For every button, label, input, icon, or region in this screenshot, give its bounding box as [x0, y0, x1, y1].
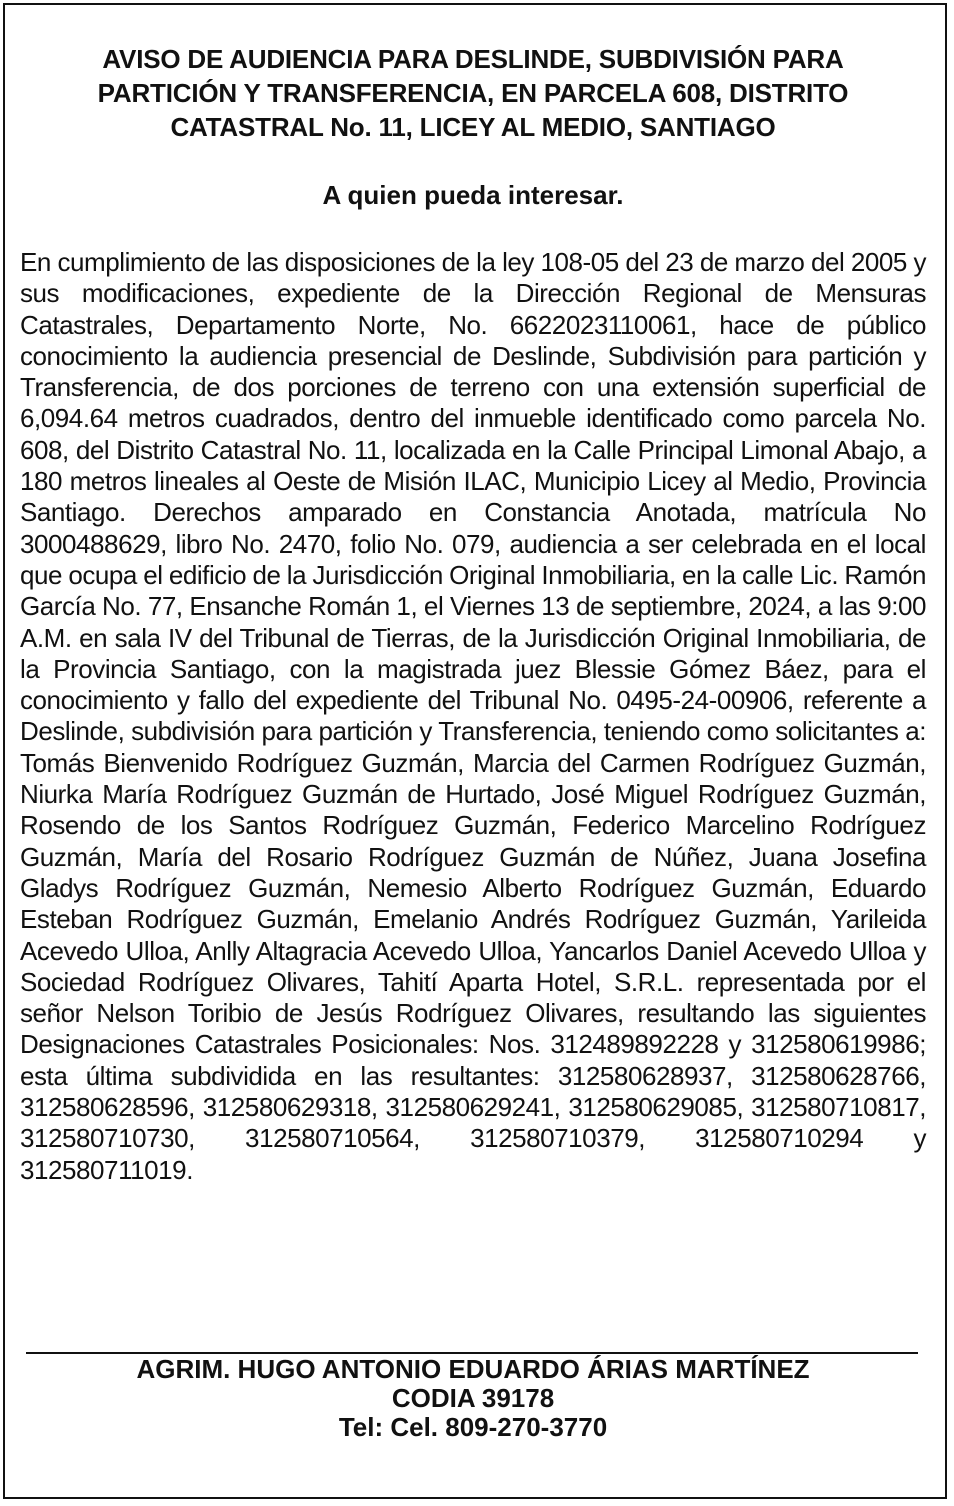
signature-name: AGRIM. HUGO ANTONIO EDUARDO ÁRIAS MARTÍNEZ	[136, 1354, 810, 1384]
notice-title-line-2: PARTICIÓN Y TRANSFERENCIA, EN PARCELA 608, DISTRITO	[97, 78, 849, 108]
notice-title-line-1: AVISO DE AUDIENCIA PARA DESLINDE, SUBDIVISIÓN PARA	[102, 44, 844, 74]
signature-codia: CODIA 39178	[391, 1383, 555, 1413]
notice-body: En cumplimiento de las disposiciones de la ley 108-05 del 23 de marzo del 2005 y sus modificaciones, expediente de la Dirección Regional de Mensuras Catastrales, Departamento Norte, No. 6622023110061, hace de público conocimiento la audiencia presencial de Deslinde, Subdivisión para partición y Transferencia, de dos porciones de terreno con una extensión superficial de 6,094.64 metros cuadrados, dentro del inmueble identificado como parcela No. 608, del Distrito Catastral No. 11, localizada en la Calle Principal Limonal Abajo, a 180 metros lineales al Oeste de Misión ILAC, Municipio Licey al Medio, Provincia Santiago. Derechos amparado en Constancia Anotada, matrícula No 3000488629, libro No. 2470, folio No. 079, audiencia a ser celebrada en el local que ocupa el edificio de la Jurisdicción Original Inmobiliaria, en la calle Lic. Ramón García No. 77, Ensanche Román 1, el Viernes 13 de septiembre, 2024, a las 9:00 A.M. en sala IV del Tribunal de Tierras, de la Jurisdicción Original Inmobiliaria, de la Provincia Santiago, con la magistrada juez Blessie Gómez Báez, para el conocimiento y fallo del expediente del Tribunal No. 0495-24-00906, referente a Deslinde, subdivisión para partición y Transferencia, teniendo como solicitantes a: Tomás Bienvenido Rodríguez Guzmán, Marcia del Carmen Rodríguez Guzmán, Niurka María Rodríguez Guzmán de Hurtado, José Miguel Rodríguez Guzmán, Rosendo de los Santos Rodríguez Guzmán, Federico Marcelino Rodríguez Guzmán, María del Rosario Rodríguez Guzmán de Núñez, Juana Josefina Gladys Rodríguez Guzmán, Nemesio Alberto Rodríguez Guzmán, Eduardo Esteban Rodríguez Guzmán, Emelanio Andrés Rodríguez Guzmán, Yarileida Acevedo Ulloa, Anlly Altagracia Acevedo Ulloa, Yancarlos Daniel Acevedo Ulloa y Sociedad Rodríguez Olivares, Tahití Aparta Hotel, S.R.L. representada por el señor Nelson Toribio de Jesús Rodríguez Olivares, resultando las siguientes Designaciones Catastrales Posicionales: Nos. 312489892228 y 312580619986; esta última subdividida en las resultantes: 312580628937, 312580628766, 312580628596, 312580629318, 312580629241, 312580629085, 312580710817, 312580710730, 312580710564, 312580710379, 312580710294 y 312580711019.	[20, 247, 926, 1185]
signature-phone: Tel: Cel. 809-270-3770	[338, 1412, 608, 1442]
notice-title-line-3: CATASTRAL No. 11, LICEY AL MEDIO, SANTIAGO	[170, 112, 776, 142]
signature-block	[20, 1355, 926, 1442]
notice-title	[20, 42, 926, 144]
notice-greeting: A quien pueda interesar.	[322, 180, 624, 210]
notice-content	[20, 42, 926, 1186]
